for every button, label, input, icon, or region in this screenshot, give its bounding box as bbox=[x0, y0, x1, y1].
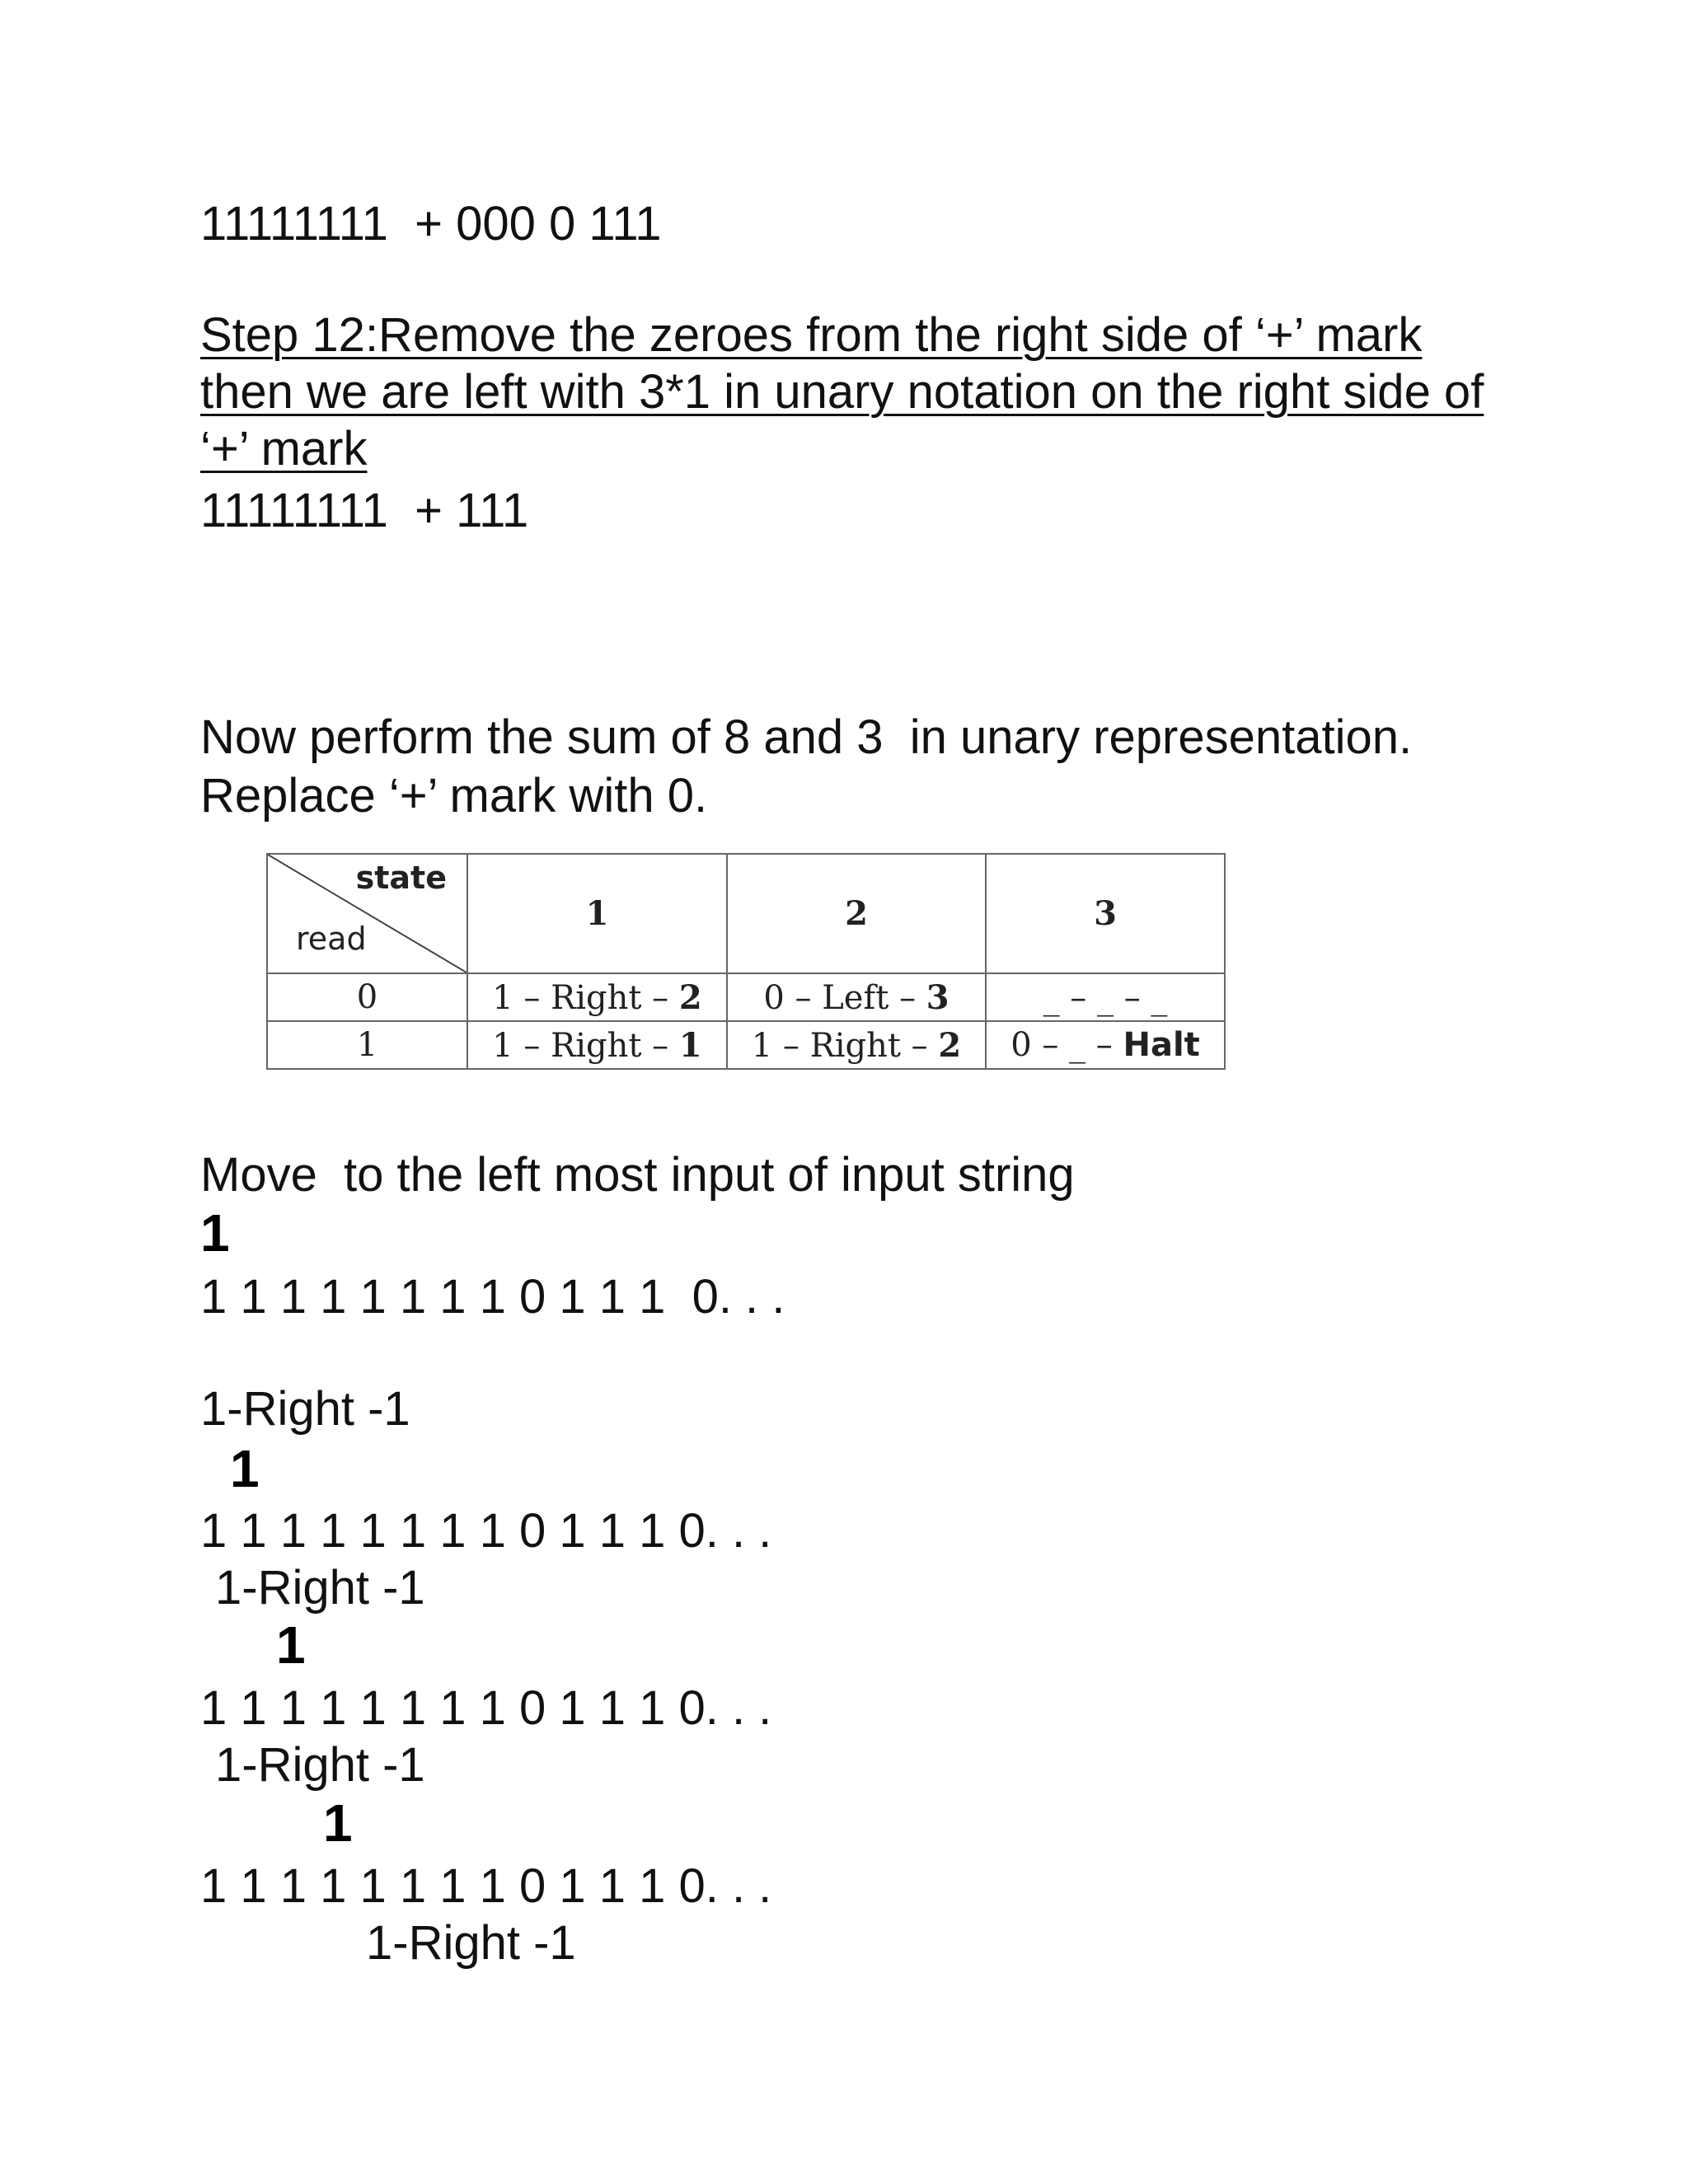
transition-target: 1 bbox=[678, 1025, 702, 1065]
transition-cell bbox=[727, 973, 986, 1021]
tape-head-marker: 1 bbox=[200, 1203, 230, 1263]
table-corner-cell bbox=[267, 854, 467, 973]
transition-cell bbox=[986, 1021, 1225, 1069]
transition-action: 1 – Right – bbox=[492, 978, 679, 1017]
intro-line-1: Now perform the sum of 8 and 3 in unary representation. bbox=[200, 710, 1413, 764]
tape-contents: 1 1 1 1 1 1 1 1 0 1 1 1 0. . . bbox=[200, 1504, 772, 1558]
transition-cell bbox=[467, 1021, 727, 1069]
transition-applied: 1-Right -1 bbox=[200, 1382, 410, 1436]
transition-applied: 1-Right -1 bbox=[215, 1738, 425, 1792]
transition-cell bbox=[727, 1021, 986, 1069]
tape-after-step12: 11111111 + 111 bbox=[200, 484, 529, 537]
transition-target: Halt bbox=[1123, 1026, 1200, 1064]
intro-line-2: Replace ‘+’ mark with 0. bbox=[200, 769, 708, 823]
read-symbol-cell: 0 bbox=[267, 973, 467, 1021]
transition-action: _ – _ – _ bbox=[1043, 978, 1168, 1017]
corner-state-label: state bbox=[355, 860, 447, 896]
read-symbol-cell: 1 bbox=[267, 1021, 467, 1069]
transition-action: 1 – Right – bbox=[751, 1026, 939, 1065]
tape-contents: 1 1 1 1 1 1 1 1 0 1 1 1 0. . . bbox=[200, 1681, 772, 1735]
transition-applied: 1-Right -1 bbox=[366, 1916, 576, 1970]
tape-contents: 1 1 1 1 1 1 1 1 0 1 1 1 0. . . bbox=[200, 1859, 772, 1913]
transition-cell bbox=[467, 973, 727, 1021]
table-header-row bbox=[267, 854, 1225, 973]
transition-table bbox=[266, 853, 1226, 1070]
transition-target: 2 bbox=[938, 1025, 962, 1065]
transition-applied: 1-Right -1 bbox=[215, 1561, 425, 1615]
transition-target: 3 bbox=[926, 977, 950, 1017]
transition-action: 1 – Right – bbox=[492, 1026, 679, 1065]
transition-cell bbox=[986, 973, 1225, 1021]
tape-before-step12: 11111111 + 000 0 111 bbox=[200, 197, 662, 251]
transition-action: 0 – Left – bbox=[763, 978, 926, 1017]
table-row bbox=[267, 1021, 1225, 1069]
step12-heading: Step 12:Remove the zeroes from the right side of ‘+’ mark then we are left with 3*1 in unary notation on the right side of ‘+’ mark bbox=[200, 308, 1484, 476]
state-header-3: 3 bbox=[986, 854, 1225, 973]
corner-read-label: read bbox=[296, 921, 367, 957]
table-row bbox=[267, 973, 1225, 1021]
tape-contents: 1 1 1 1 1 1 1 1 0 1 1 1 0. . . bbox=[200, 1270, 785, 1324]
state-header-1: 1 bbox=[467, 854, 727, 973]
state-header-2: 2 bbox=[727, 854, 986, 973]
move-left-instruction: Move to the left most input of input string bbox=[200, 1148, 1075, 1202]
tape-head-marker: 1 bbox=[276, 1615, 306, 1675]
tape-head-marker: 1 bbox=[323, 1793, 353, 1853]
transition-action: 0 – _ – bbox=[1010, 1026, 1123, 1064]
tape-head-marker: 1 bbox=[230, 1439, 260, 1498]
transition-target: 2 bbox=[678, 977, 702, 1017]
